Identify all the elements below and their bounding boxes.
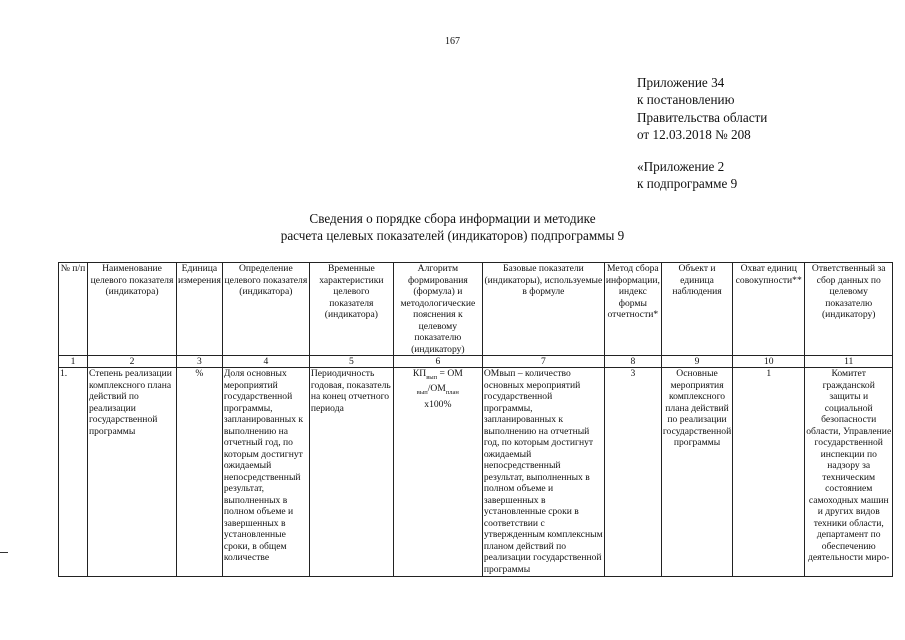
- cell-num: 1.: [59, 368, 88, 577]
- cell-object: Основные мероприятия комплексного плана действий по реализации государственной программы: [661, 368, 732, 577]
- column-number: 11: [805, 356, 893, 368]
- header-cell: Алгоритм формирования (формула) и методологические пояснения к целевому показателю (индикатору): [393, 263, 482, 356]
- header-cell: Базовые показатели (индикаторы), используемые в формуле: [482, 263, 604, 356]
- formula-mid: = ОМ: [437, 368, 463, 379]
- appendix-line: «Приложение 2: [637, 158, 725, 174]
- cell-coverage: 1: [733, 368, 805, 577]
- header-cell: Определение целевого показателя (индикатора): [222, 263, 309, 356]
- formula-div: /ОМ: [427, 383, 446, 395]
- column-number: 5: [309, 356, 393, 368]
- appendix-line: к постановлению: [637, 92, 735, 108]
- formula-sub: вып: [426, 373, 438, 381]
- heading-line-2: расчета целевых показателей (индикаторов) подпрограммы 9: [280, 228, 625, 243]
- header-cell: № п/п: [59, 263, 88, 356]
- formula-lhs: КП: [412, 368, 427, 379]
- formula-sub: вып: [416, 389, 428, 397]
- column-number: 7: [482, 356, 604, 368]
- header-cell: Охват единиц совокупности**: [733, 263, 805, 356]
- header-cell: Наименование целевого показателя (индикатора): [88, 263, 177, 356]
- document-heading: [0, 210, 905, 244]
- formula-sub: план: [445, 389, 459, 397]
- cell-name: Степень реализации комплексного плана действий по реализации государственной программы: [88, 368, 177, 577]
- cell-method: 3: [604, 368, 661, 577]
- column-number-row: [59, 356, 893, 368]
- table-row: [59, 368, 893, 577]
- margin-mark: [0, 552, 8, 553]
- appendix-gap: [637, 144, 767, 158]
- header-cell: Объект и единица наблюдения: [661, 263, 732, 356]
- header-cell: Метод сбора информации, индекс формы отчетности*: [604, 263, 661, 356]
- appendix-line: Правительства области: [637, 109, 768, 125]
- column-number: 9: [661, 356, 732, 368]
- column-number: 8: [604, 356, 661, 368]
- formula-tail: x100%: [424, 398, 452, 410]
- column-number: 6: [393, 356, 482, 368]
- indicators-table: [58, 262, 893, 577]
- page-number: 167: [445, 36, 460, 47]
- appendix-line: Приложение 34: [637, 75, 725, 90]
- header-cell: Ответственный за сбор данных по целевому показателю (индикатору): [805, 263, 893, 356]
- column-number: 2: [88, 356, 177, 368]
- heading-line-1: Сведения о порядке сбора информации и методике: [309, 211, 596, 226]
- cell-responsible: Комитет гражданской защиты и социальной безопасности области, Управление государственной инспекции по надзору за техническим состоянием самоходных машин и других видов техники области, департамент по обеспечению деятельности миро-: [805, 368, 893, 577]
- appendix-line: от 12.03.2018 № 208: [637, 127, 751, 143]
- appendix-line: к подпрограмме 9: [637, 176, 738, 192]
- appendix-block: [637, 74, 767, 192]
- cell-time: Периодичность годовая, показатель на конец отчетного периода: [309, 368, 393, 577]
- header-cell: Единица измерения: [177, 263, 223, 356]
- column-number: 3: [177, 356, 223, 368]
- table-header-row: [59, 263, 893, 356]
- column-number: 4: [222, 356, 309, 368]
- cell-unit: %: [177, 368, 223, 577]
- column-number: 10: [733, 356, 805, 368]
- cell-formula: [393, 368, 482, 577]
- cell-definition: Доля основных мероприятий государственной программы, запланированных к выполнению на отчетный год, по которым достигнут ожидаемый непосредственный результат, выполненных в полном объеме и завершенных в установленные сроки, в общем количестве: [222, 368, 309, 577]
- cell-base: ОМвып – количество основных мероприятий государственной программы, запланированных к выполнению на отчетный год, по которым достигнут ожидаемый непосредственный результат, выполненных в полном объеме и завершенных в установленные сроки в соответствии с утвержденным комплексным планом действий по реализации государственной программы: [483, 368, 603, 575]
- header-cell: Временные характеристики целевого показателя (индикатора): [309, 263, 393, 356]
- column-number: 1: [59, 356, 88, 368]
